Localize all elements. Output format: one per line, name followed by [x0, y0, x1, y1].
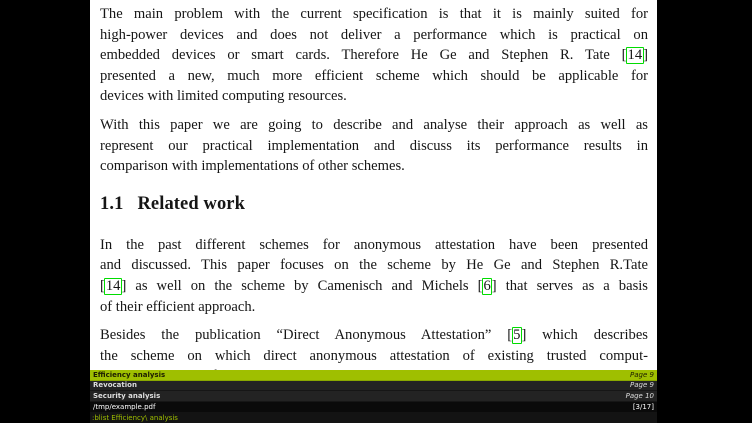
paragraph [100, 325, 648, 370]
bottom-bars [90, 370, 657, 423]
paragraph [100, 4, 648, 107]
text-line: With this paper we are going to describe and analyse their approach as well as [100, 116, 648, 133]
citation-link[interactable]: 5 [513, 327, 521, 344]
statusbar [90, 402, 657, 413]
text-line: presented a new, much more efficient scheme which should be applicable for [100, 67, 648, 84]
text-line: of their efficient approach. [100, 298, 256, 315]
completion-row-label: Security analysis [93, 391, 161, 400]
citation-link[interactable]: 6 [483, 277, 491, 294]
text-line: comparison with implementations of other schemes. [100, 158, 405, 175]
completion-row-label: Efficiency analysis [93, 370, 166, 379]
completion-row-page: Page 9 [630, 370, 654, 379]
inputbar-command[interactable]: :blist Efficiency\ analysis [92, 413, 178, 422]
completion-row[interactable] [90, 391, 657, 402]
text-line: Besides the publication “Direct Anonymous Attestation” [5] which describes [100, 327, 648, 344]
text-line: represent our practical implementation and discuss its performance results in [100, 137, 648, 154]
completion-row[interactable] [90, 381, 657, 392]
document-content [100, 4, 648, 370]
paragraph [100, 115, 648, 177]
statusbar-filepath: /tmp/example.pdf [93, 403, 156, 412]
text-line: [14] as well on the scheme by Camenisch and Michels [6] that serves as a basis [100, 277, 648, 294]
heading-title: Related work [137, 193, 245, 214]
statusbar-position: [3/17] [632, 403, 654, 412]
completion-row[interactable] [90, 370, 657, 381]
completion-row-label: Revocation [93, 381, 137, 390]
text-line: embedded devices or smart cards. Therefore He Ge and Stephen R. Tate [14] [100, 47, 648, 64]
inputbar[interactable] [90, 412, 657, 423]
pdf-viewer-window [90, 0, 657, 423]
citation-link[interactable]: 14 [627, 47, 643, 64]
text-line: the scheme on which direct anonymous attestation of existing trusted comput- [100, 347, 648, 364]
document-page [90, 0, 657, 370]
paragraph [100, 235, 648, 317]
text-line: The main problem with the current specification is that it is mainly suited for [100, 6, 648, 22]
text-line: high-power devices and does not deliver a performance which is practical on [100, 26, 648, 43]
text-line: devices with limited computing resources. [100, 88, 347, 105]
text-line: and discussed. This paper focuses on the scheme by He Ge and Stephen R.Tate [100, 257, 648, 274]
citation-link[interactable]: 14 [105, 277, 121, 294]
text-line: In the past different schemes for anonymous attestation have been presented [100, 236, 648, 253]
completion-row-page: Page 10 [625, 391, 654, 400]
section-heading [100, 194, 648, 215]
heading-number: 1.1 [100, 193, 124, 214]
completion-row-page: Page 9 [630, 381, 654, 390]
